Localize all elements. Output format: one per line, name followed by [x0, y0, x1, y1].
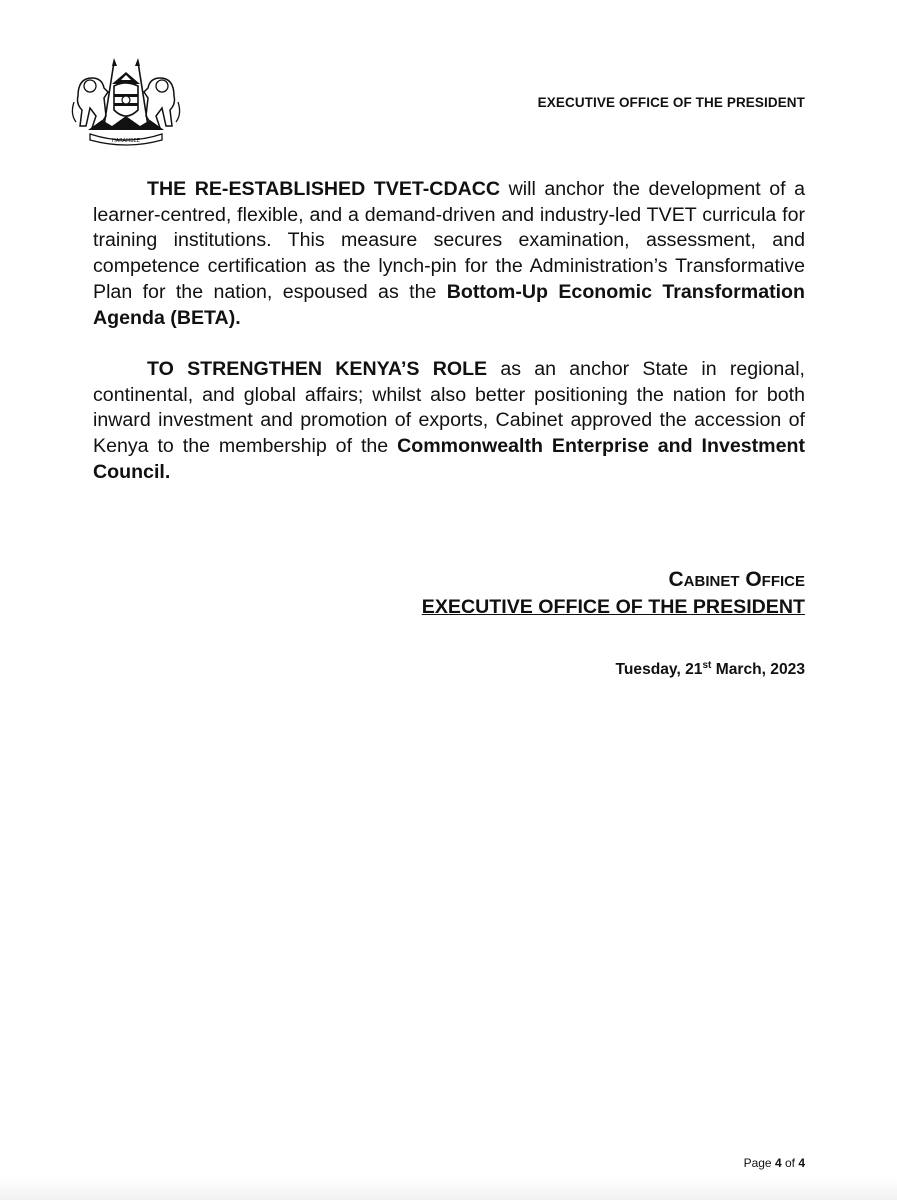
paragraph2-lead: TO STRENGTHEN KENYA’S ROLE — [147, 358, 488, 380]
date-rest: March, 2023 — [711, 661, 805, 678]
paragraph2-text: as an anchor State in regional, continental, and global affairs; whilst also better positioning the nation for both inward investment and promotion of exports, Cabinet approved the accession of Kenya to the membership of the — [93, 358, 805, 458]
page-number — [744, 1156, 805, 1170]
paragraph-kenya-role — [93, 357, 805, 486]
page-bottom-edge — [0, 1178, 897, 1200]
page-current: 4 — [774, 1156, 782, 1170]
paragraph-tvet-cdacc — [93, 177, 805, 331]
date-prefix: Tuesday, 21 — [615, 661, 703, 678]
coat-of-arms-icon — [68, 56, 184, 146]
paragraph1-emphasis: Bottom-Up Economic Transformation Agenda (BETA). — [93, 280, 805, 329]
paragraph2-emphasis: Commonwealth Enterprise and Investment Council. — [93, 435, 805, 483]
page-of-label: of — [781, 1156, 799, 1170]
page-label: Page — [743, 1156, 775, 1170]
coat-of-arms-motto: HARAMBEE — [112, 138, 140, 144]
signature-office: Cabinet Office — [668, 568, 805, 591]
document-date — [616, 661, 806, 679]
coat-of-arms-logo — [68, 56, 184, 146]
signature-block — [422, 566, 805, 620]
paragraph1-lead: THE RE-ESTABLISHED TVET-CDACC — [147, 178, 501, 200]
paragraph1-text: will anchor the development of a learner-centred, flexible, and a demand-driven and industry-led TVET curricula for training institutions. This measure secures examination, assessment, and competence certification as the lynch-pin for the Administration’s Transformative Plan for the nation, espoused as the — [93, 178, 805, 303]
page-total: 4 — [798, 1156, 805, 1170]
date-suffix: st — [702, 659, 712, 671]
header-office-title: EXECUTIVE OFFICE OF THE PRESIDENT — [537, 95, 805, 110]
signature-executive: EXECUTIVE OFFICE OF THE PRESIDENT — [421, 596, 805, 618]
